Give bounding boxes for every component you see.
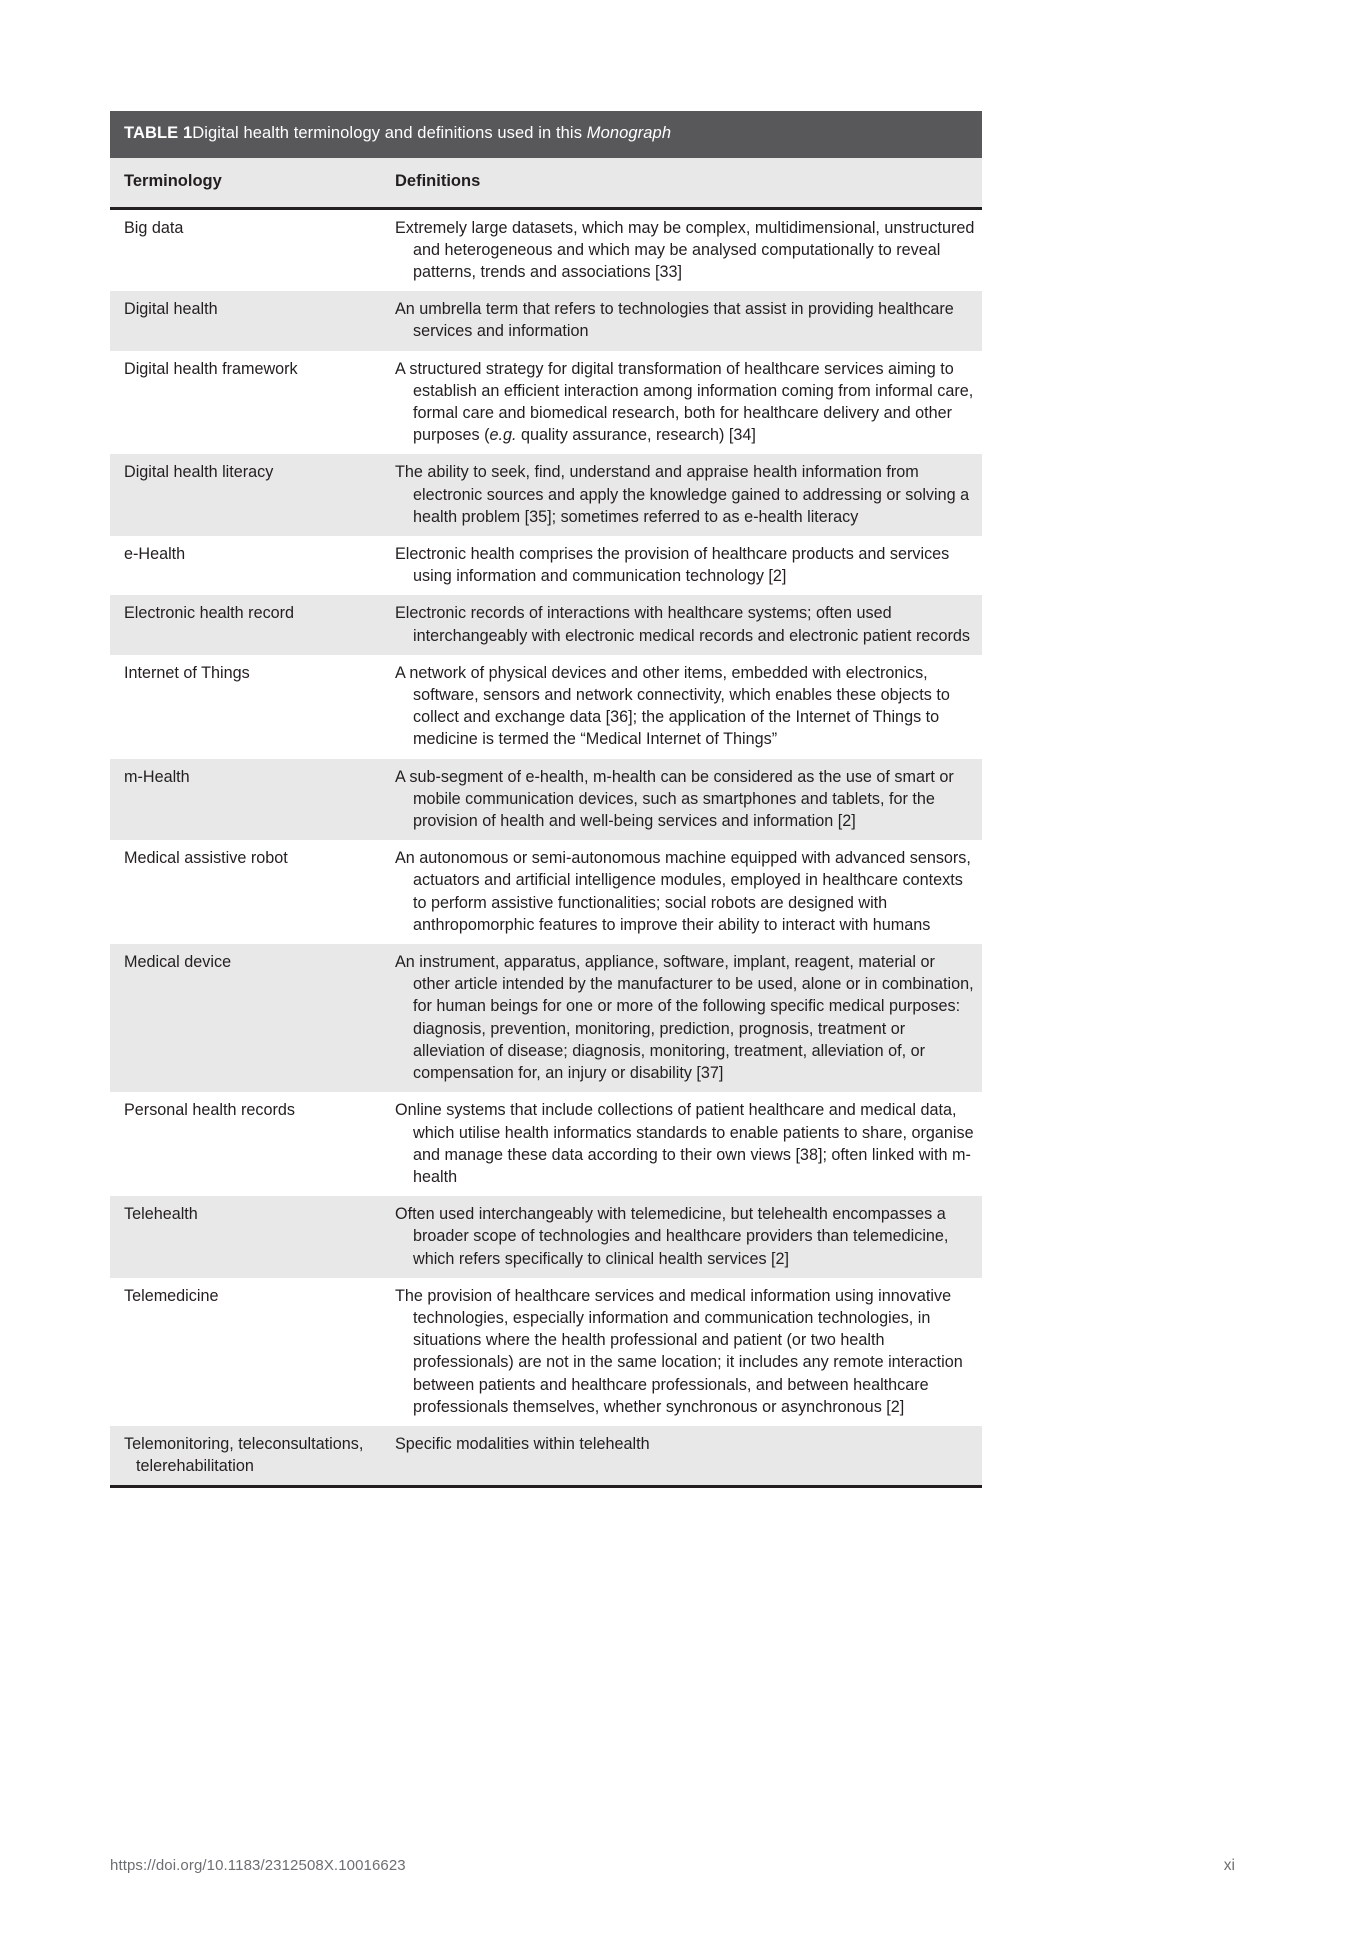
terminology-text: Digital health literacy <box>124 463 274 482</box>
doi-link[interactable]: https://doi.org/10.1183/2312508X.10016623 <box>110 1857 406 1874</box>
cell-terminology <box>110 358 395 447</box>
terminology-text: e-Health <box>124 545 186 564</box>
cell-terminology <box>110 1285 395 1418</box>
table-caption-text: Digital health terminology and definitions used in this <box>192 124 587 142</box>
cell-terminology <box>110 1433 395 1477</box>
cell-terminology <box>110 298 395 342</box>
terminology-text: Medical assistive robot <box>124 849 288 868</box>
terminology-text: Telemedicine <box>124 1286 219 1305</box>
cell-definition: An umbrella term that refers to technologies that assist in providing healthcare services and information <box>395 300 954 341</box>
terminology-text: Digital health <box>124 300 218 319</box>
cell-definition: Extremely large datasets, which may be complex, multidimensional, unstructured and heterogeneous and which may be analysed computationally to reveal patterns, trends and associations [33] <box>395 218 975 281</box>
table-body <box>110 210 982 1489</box>
cell-terminology <box>110 543 395 587</box>
table-caption <box>110 111 982 158</box>
table-row <box>110 1196 982 1278</box>
cell-definition: Online systems that include collections of patient healthcare and medical data, which utilise health informatics standards to enable patients to share, organise and manage these data according to their own views [38]; often linked with m-health <box>395 1101 974 1186</box>
table-row <box>110 536 982 595</box>
terminology-text: Digital health framework <box>124 359 298 378</box>
cell-terminology <box>110 217 395 284</box>
cell-definition: An instrument, apparatus, appliance, software, implant, reagent, material or other article intended by the manufacturer to be used, alone or in combination, for human beings for one or more of the following specific medical purposes: diagnosis, prevention, monitoring, prediction, prognosis, treatment or alleviation of disease; diagnosis, monitoring, treatment, alleviation of, or compensation for, an injury or disability [37] <box>395 953 974 1083</box>
cell-terminology <box>110 1203 395 1270</box>
table-row <box>110 840 982 944</box>
terminology-text: Big data <box>124 218 184 237</box>
cell-definition: Often used interchangeably with telemedicine, but telehealth encompasses a broader scope of technologies and healthcare providers than telemedicine, which refers specifically to clinical health services [2] <box>395 1205 949 1268</box>
cell-definition: The provision of healthcare services and medical information using innovative technologies, especially information and communication technologies, in situations where the health professional and patient (or two health professionals) are not in the same location; it includes any remote interaction between patients and healthcare professionals, and between healthcare professionals themselves, whether synchronous or asynchronous [2] <box>395 1286 963 1416</box>
terminology-text: Internet of Things <box>124 663 250 682</box>
terminology-text: Telemonitoring, teleconsultations, telerehabilitation <box>124 1434 364 1476</box>
definition-part: A structured strategy for digital transformation of healthcare services aiming to establish an efficient interaction among information coming from informal care, formal care and biomedical research, both for healthcare delivery and other purposes ( <box>395 359 974 445</box>
cell-terminology <box>110 951 395 1084</box>
cell-definition: A sub-segment of e-health, m-health can be considered as the use of smart or mobile communication devices, such as smartphones and tablets, for the provision of health and well-being services and information [2] <box>395 767 954 831</box>
definition-part: quality assurance, research) [34] <box>516 426 756 445</box>
cell-definition: The ability to seek, find, understand and appraise health information from electronic sources and apply the knowledge gained to addressing or solving a health problem [35]; sometimes referred to as e-health literacy <box>395 463 970 526</box>
column-header-definitions: Definitions <box>395 171 481 190</box>
table-row <box>110 655 982 759</box>
cell-definition: Electronic records of interactions with healthcare systems; often used interchangeably with electronic medical records and electronic patient records <box>395 604 970 645</box>
definition-italic: e.g. <box>489 426 517 445</box>
cell-terminology <box>110 461 395 528</box>
terminology-text: Medical device <box>124 953 232 972</box>
table-caption-italic: Monograph <box>586 124 672 142</box>
page-number: xi <box>1223 1857 1235 1874</box>
cell-terminology <box>110 662 395 751</box>
cell-terminology <box>110 1099 395 1188</box>
table-header-row <box>110 158 982 210</box>
terminology-text: m-Health <box>124 767 190 786</box>
cell-definition <box>395 358 982 447</box>
table-row <box>110 351 982 455</box>
table-1 <box>110 111 982 1488</box>
column-header-terminology: Terminology <box>124 171 222 190</box>
cell-definition: Specific modalities within telehealth <box>395 1434 650 1453</box>
cell-definition: Electronic health comprises the provision of healthcare products and services using information and communication technology [2] <box>395 545 950 586</box>
cell-terminology <box>110 847 395 936</box>
table-row <box>110 944 982 1092</box>
cell-definition: A network of physical devices and other items, embedded with electronics, software, sensors and network connectivity, which enables these objects to collect and exchange data [36]; the application of the Internet of Things to medicine is termed the “Medical Internet of Things” <box>395 663 950 749</box>
page-footer <box>110 1857 1235 1875</box>
cell-definition: An autonomous or semi-autonomous machine equipped with advanced sensors, actuators and artificial intelligence modules, employed in healthcare contexts to perform assistive functionalities; social robots are designed with anthropomorphic features to improve their ability to interact with humans <box>395 849 971 934</box>
table-row <box>110 210 982 292</box>
table-number: TABLE 1 <box>124 124 193 142</box>
cell-terminology <box>110 766 395 833</box>
terminology-text: Electronic health record <box>124 604 295 623</box>
table-row <box>110 1092 982 1196</box>
table-row <box>110 454 982 536</box>
table-row <box>110 1278 982 1426</box>
cell-terminology <box>110 602 395 646</box>
terminology-text: Personal health records <box>124 1101 295 1120</box>
table-row <box>110 291 982 350</box>
table-row <box>110 759 982 841</box>
terminology-text: Telehealth <box>124 1205 198 1224</box>
table-row <box>110 595 982 654</box>
table-row <box>110 1426 982 1485</box>
